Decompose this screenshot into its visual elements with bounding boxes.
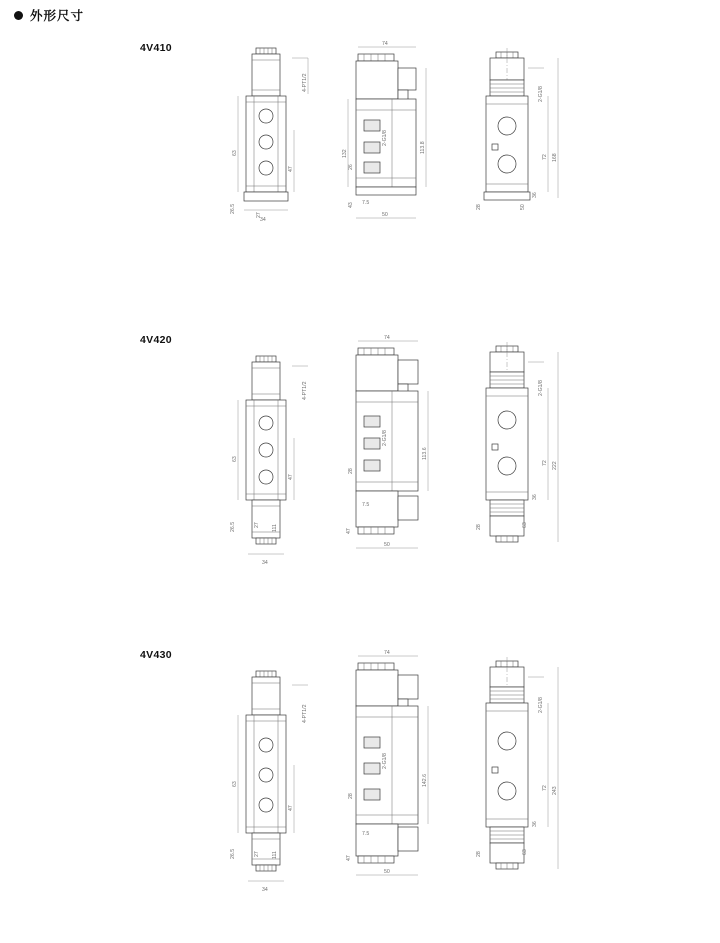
dim-text: 26.5	[230, 521, 236, 532]
dim-text: 72	[542, 154, 548, 160]
dim-text: 113.6	[422, 447, 428, 460]
dim-text: 50	[384, 542, 390, 548]
model-label: 4V410	[140, 42, 172, 54]
front-view-4v420	[230, 330, 340, 575]
dim-text: 2-G1/8	[382, 430, 388, 446]
model-block-4v410	[0, 38, 720, 263]
dim-text: 63	[232, 150, 238, 156]
dim-text: 7.5	[362, 502, 370, 508]
dim-text: 243	[552, 786, 558, 795]
bullet-dot-icon	[14, 11, 23, 20]
dim-text: 34	[260, 217, 266, 223]
front-view-4v430	[230, 645, 340, 900]
dim-text: 28	[348, 793, 354, 799]
dim-text: 222	[552, 461, 558, 470]
dim-text: 27	[256, 212, 262, 218]
dim-text: 34	[262, 560, 268, 566]
dim-text: 47	[346, 855, 352, 861]
side-view-4v430	[340, 645, 460, 900]
dim-text: 111	[272, 524, 278, 532]
page-title: 外形尺寸	[30, 9, 85, 23]
dim-text: 47	[288, 166, 294, 172]
dim-text: 63	[522, 849, 528, 855]
dim-text: 36	[532, 192, 538, 198]
dim-text: 2-G1/8	[538, 697, 544, 713]
dim-text: 34	[262, 887, 268, 893]
dim-text: 2-G1/8	[382, 753, 388, 769]
top-view-4v410	[470, 38, 590, 253]
dim-text: 26	[348, 164, 354, 170]
dim-text: 4-PT1/2	[302, 381, 308, 400]
dim-text: 113.8	[420, 141, 426, 154]
dim-text: 27	[254, 851, 260, 857]
side-view-4v420	[340, 330, 460, 575]
dim-text: 168	[552, 153, 558, 162]
dim-text: 132	[342, 149, 348, 158]
dim-text: 7.5	[362, 200, 370, 206]
dim-text: 47	[288, 805, 294, 811]
top-view-4v420	[470, 330, 590, 575]
dim-text: 4-PT1/2	[302, 73, 308, 92]
model-label: 4V420	[140, 334, 172, 346]
dim-text: 50	[520, 204, 526, 210]
dim-text: 72	[542, 460, 548, 466]
dim-text: 63	[232, 456, 238, 462]
dim-text: 27	[254, 522, 260, 528]
dim-text: 26.5	[230, 203, 236, 214]
dim-text: 72	[542, 785, 548, 791]
model-block-4v420	[0, 330, 720, 580]
dim-text: 28	[476, 204, 482, 210]
dim-text: 50	[382, 212, 388, 218]
dim-text: 74	[384, 335, 390, 341]
dim-text: 7.5	[362, 831, 370, 837]
dim-text: 63	[522, 522, 528, 528]
front-view-4v410	[230, 38, 340, 253]
dim-text: 4-PT1/2	[302, 704, 308, 723]
dim-text: 74	[382, 41, 388, 47]
dim-text: 36	[532, 494, 538, 500]
top-view-4v430	[470, 645, 590, 900]
dim-text: 50	[384, 869, 390, 875]
dim-text: 26.5	[230, 848, 236, 859]
dim-text: 47	[288, 474, 294, 480]
side-view-4v410	[340, 38, 460, 253]
dim-text: 142.6	[422, 774, 428, 787]
dim-text: 43	[348, 202, 354, 208]
dim-text: 28	[348, 468, 354, 474]
dim-text: 28	[476, 851, 482, 857]
dim-text: 28	[476, 524, 482, 530]
dim-text: 2-G1/8	[538, 86, 544, 102]
dim-text: 2-G1/8	[382, 130, 388, 146]
dim-text: 36	[532, 821, 538, 827]
dim-text: 63	[232, 781, 238, 787]
dim-text: 47	[346, 528, 352, 534]
model-label: 4V430	[140, 649, 172, 661]
model-block-4v430	[0, 645, 720, 905]
dim-text: 2-G1/8	[538, 380, 544, 396]
dim-text: 74	[384, 650, 390, 656]
section-header	[14, 6, 84, 24]
dim-text: 111	[272, 851, 278, 859]
